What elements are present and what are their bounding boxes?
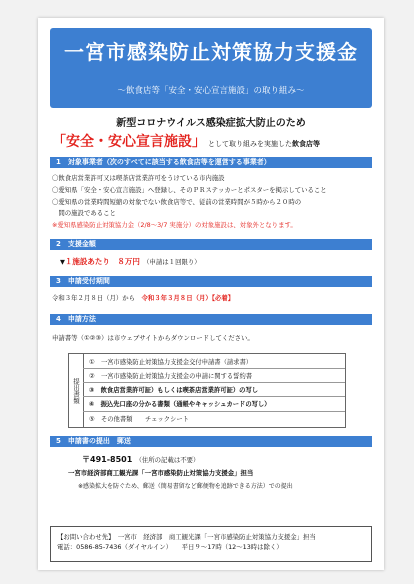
- flyer-title: 一宮市感染防止対策協力支援金: [64, 40, 358, 64]
- method-intro: 申請書等（①②③）は市ウェブサイトからダウンロードしてください。: [52, 334, 254, 342]
- title-banner: [50, 28, 372, 108]
- postal-note: （住所の記載は不要）: [138, 456, 200, 464]
- eligibility-item: 〇愛知県の営業時間短縮の対象でない飲食店等で、従前の営業時間が５時から２０時の: [52, 198, 302, 206]
- amount-line: [60, 257, 201, 267]
- callout-emphasis: 「安全・安心宣言施設」: [52, 134, 206, 150]
- callout-text: として取り組みを実施した: [208, 140, 292, 148]
- section-4-header: 4 申請方法: [50, 314, 372, 325]
- period-line: [52, 294, 234, 303]
- postal-line: [82, 454, 199, 465]
- section-2-header: 2 支援金額: [50, 239, 372, 250]
- document-item: ③ 飲食店営業許可証）もしくは喫茶店営業許可証）の写し: [89, 387, 259, 394]
- amount-value: １施設あたり ８万円: [64, 257, 140, 266]
- document-item: ② 一宮市感染防止対策協力支援金の申請に関する誓約書: [89, 373, 253, 380]
- period-end: 令和３年３月８日（月）【必着】: [141, 294, 235, 302]
- documents-box: [68, 353, 346, 428]
- eligibility-item: 〇飲食店営業許可又は喫茶店営業許可をうけている市内施設: [52, 174, 225, 182]
- flyer-subtitle: ～飲食店等「安全・安心宣言施設」の取り組み～: [117, 86, 305, 96]
- postal-code: 〒491-8501: [82, 455, 133, 464]
- triangle-icon: ▼: [60, 258, 65, 266]
- contact-line-2: 電話：0586-85-7436（ダイヤルイン） 平日９～17時（12～13時は除く）: [57, 543, 283, 551]
- section-1-header: 1 対象事業者（次のすべてに該当する飲食店等を運営する事業者）: [50, 157, 372, 168]
- amount-note: （申請は１回限り）: [146, 258, 201, 266]
- eligibility-item: 間の施設であること: [52, 209, 116, 217]
- callout-bold: 飲食店等: [292, 140, 320, 148]
- eligibility-note: ※愛知県感染防止対策協力金（2/8～3/7 実施分）の対象施設は、対象外となります。: [52, 221, 297, 229]
- section-5-header: 5 申請書の提出 郵送: [50, 436, 372, 447]
- submission-note: ※感染拡大を防ぐため、郵送（簡易書留など郵便物を追跡できる方法）での提出: [78, 483, 293, 490]
- period-start: 令和３年２月８日（月）から: [52, 294, 136, 302]
- eligibility-item: 〇愛知県「安全・安心宣言施設」へ登録し、そのＰＲステッカーとポスターを掲示していること: [52, 186, 327, 194]
- contact-line-1: 【お問い合わせ先】 一宮市 経済部 商工観光課「一宮市感染防止対策協力支援金」担当: [57, 533, 316, 541]
- flyer-page: [38, 18, 384, 570]
- document-item: ① 一宮市感染防止対策協力支援金交付申請書（請求書）: [89, 359, 253, 366]
- section-3-header: 3 申請受付期間: [50, 276, 372, 287]
- document-item: ④ 振込先口座の分かる書類（通帳やキャッシュカードの写し）: [89, 401, 271, 408]
- contact-box: [50, 526, 372, 562]
- document-item: ⑤ その他書類 チェックシート: [89, 416, 189, 423]
- callout: [52, 131, 382, 151]
- headline: 新型コロナウイルス感染症拡大防止のため: [116, 118, 306, 129]
- submission-dept: 一宮市経済部商工観光課「一宮市感染防止対策協力支援金」担当: [68, 469, 254, 477]
- documents-label: 提出書類: [69, 354, 84, 427]
